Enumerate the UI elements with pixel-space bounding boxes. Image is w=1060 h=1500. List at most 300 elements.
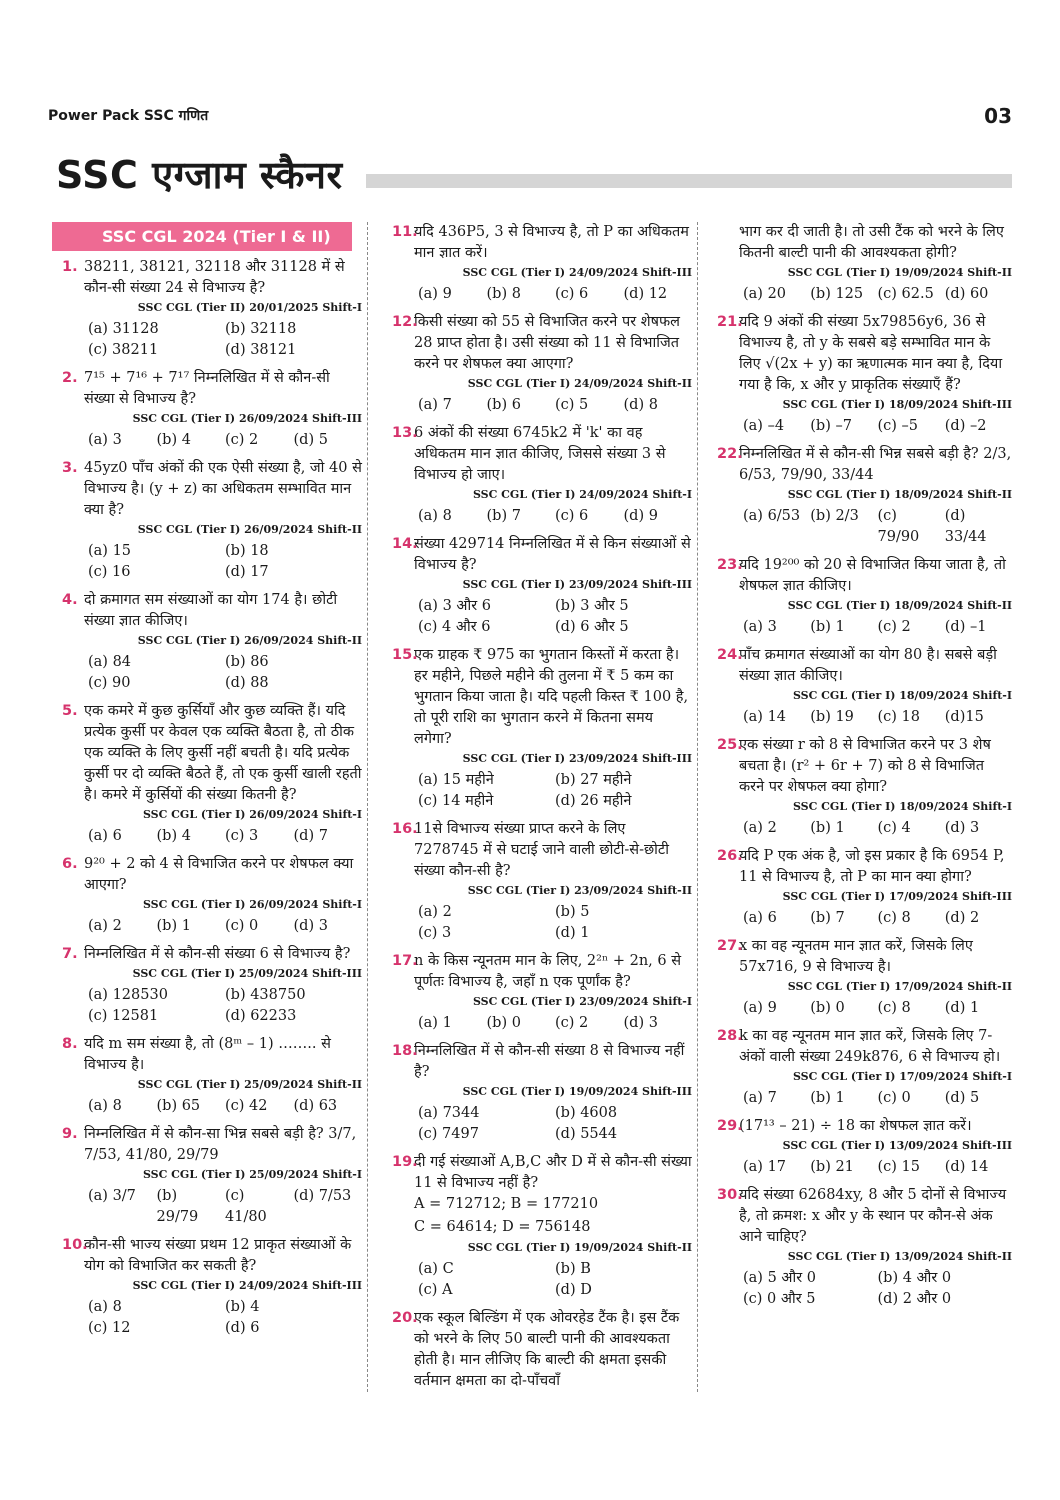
question-number: 30. <box>717 1186 743 1203</box>
question-text: यदि P एक अंक है, जो इस प्रकार है कि 6954 P, 11 से विभाज्य है, तो P का मान क्या होगा? <box>739 847 1005 885</box>
question-source: SSC CGL (Tier I) 17/09/2024 Shift-III <box>782 890 1012 903</box>
question-text: एक संख्या r को 8 से विभाजित करने पर 3 शेष बचता है। (r² + 6r + 7) को 8 से विभाजित करने पर शेषफल क्या होगा? <box>739 736 991 795</box>
question-text-line <box>52 458 362 521</box>
question-source: SSC CGL (Tier I) 24/09/2024 Shift-II <box>467 377 692 391</box>
option: (c) 7497 <box>418 1126 479 1143</box>
question-number: 5. <box>62 703 78 720</box>
option: (c) 12 <box>88 1320 131 1337</box>
options-group <box>52 1186 362 1228</box>
question-number: 15. <box>392 646 418 663</box>
option: (a) 7 <box>418 396 452 413</box>
option: (d) 33/44 <box>944 507 987 545</box>
question-text-line <box>382 1152 692 1194</box>
question-text: यदि 436P5, 3 से विभाज्य है, तो P का अधिकतम मान ज्ञात करें। <box>414 224 689 262</box>
question-source: SSC CGL (Tier I) 17/09/2024 Shift-I <box>792 1069 1012 1083</box>
question-item <box>52 368 362 451</box>
question-text-line <box>707 936 1012 978</box>
option: (a) 9 <box>743 999 777 1016</box>
option: (b) 27 महीने <box>555 772 632 788</box>
options-group <box>52 541 362 583</box>
column-3 <box>707 222 1012 1317</box>
question-source: SSC CGL (Tier I) 25/09/2024 Shift-I <box>142 1168 362 1182</box>
option: (b) 4 <box>156 432 191 449</box>
question-text-line <box>382 819 692 882</box>
option: (b) 1 <box>810 819 845 836</box>
option: (c) 2 <box>555 1015 589 1032</box>
option: (d) 5 <box>293 432 328 449</box>
option: (d) 88 <box>225 675 269 692</box>
question-number: 25. <box>717 736 743 753</box>
question-source: SSC CGL (Tier I) 19/09/2024 Shift-II <box>787 266 1012 280</box>
question-number: 20. <box>392 1310 418 1327</box>
question-text-line <box>707 1116 1012 1137</box>
option: (a) 128530 <box>88 987 168 1004</box>
question-text: भाग कर दी जाती है। तो उसी टैंक को भरने के लिए कितनी बाल्टी पानी की आवश्यकता होगी? <box>739 224 1004 262</box>
question-item <box>707 312 1012 437</box>
options-group <box>52 916 362 937</box>
column-divider <box>697 222 698 1392</box>
column-1 <box>52 222 362 1346</box>
question-source: SSC CGL (Tier I) 18/09/2024 Shift-II <box>787 488 1012 502</box>
question-text-line <box>52 1124 362 1166</box>
question-number: 22. <box>717 446 743 462</box>
option: (d) –2 <box>944 417 987 434</box>
option: (a) 8 <box>88 1098 122 1115</box>
question-text: निम्नलिखित में से कौन-सी भिन्न सबसे बड़ी है? 2/3, 6/53, 79/90, 33/44 <box>739 446 1012 484</box>
option: (a) 31128 <box>88 321 159 338</box>
question-item <box>707 555 1012 638</box>
option: (d) 2 और 0 <box>877 1290 952 1307</box>
question-source: SSC CGL (Tier I) 19/09/2024 Shift-II <box>467 1241 692 1255</box>
option: (a) 15 <box>88 543 132 560</box>
option: (b) 18 <box>225 543 269 560</box>
option: (d) 38121 <box>225 342 297 359</box>
option: (d) 5544 <box>555 1126 618 1143</box>
question-item <box>382 819 692 944</box>
option: (b) –7 <box>810 417 852 434</box>
option: (d) 9 <box>623 507 658 524</box>
option: (c) 41/80 <box>225 1188 267 1226</box>
question-number: 29. <box>717 1117 743 1134</box>
question-item <box>382 222 692 305</box>
options-group <box>382 284 692 305</box>
question-source: SSC CGL (Tier I) 18/09/2024 Shift-I <box>792 800 1012 814</box>
option: (c) 3 <box>225 828 259 845</box>
book-title: Power Pack SSC गणित <box>48 108 209 124</box>
question-source: SSC CGL (Tier I) 24/09/2024 Shift-III <box>462 266 692 280</box>
question-text-line <box>52 854 362 896</box>
option: (b) 2/3 <box>810 507 859 524</box>
options-group <box>382 1013 692 1034</box>
question-text: x का वह न्यूनतम मान ज्ञात करें, जिसके लिए 57x716, 9 से विभाज्य है। <box>739 937 973 975</box>
options-group <box>707 908 1012 929</box>
option: (b) 29/79 <box>156 1188 199 1226</box>
question-text-line <box>382 1041 692 1083</box>
option: (b) 21 <box>810 1158 854 1175</box>
option: (a) 2 <box>743 819 777 836</box>
option: (c) 3 <box>418 925 452 942</box>
question-number: 2. <box>62 370 78 387</box>
question-number: 18. <box>392 1043 418 1060</box>
option: (d) 6 और 5 <box>555 618 629 635</box>
option: (a) 3 और 6 <box>418 597 492 614</box>
option: (d) 2 <box>944 909 980 926</box>
question-source: SSC CGL (Tier I) 26/09/2024 Shift-II <box>137 634 362 648</box>
question-source: SSC CGL (Tier I) 18/09/2024 Shift-III <box>782 398 1012 412</box>
question-item <box>382 1041 692 1145</box>
option: (a) 3 <box>88 432 122 449</box>
option: (d) D <box>555 1282 592 1299</box>
option: (a) 2 <box>88 918 122 935</box>
question-number: 26. <box>717 847 743 864</box>
question-source: SSC CGL (Tier I) 26/09/2024 Shift-III <box>132 412 362 426</box>
option: (d) 14 <box>944 1158 989 1175</box>
option: (a) 8 <box>418 507 452 524</box>
question-number: 12. <box>392 313 418 330</box>
option: (b) 1 <box>156 918 191 935</box>
question-number: 23. <box>717 557 743 573</box>
question-text-line <box>52 368 362 410</box>
question-text: एक कमरे में कुछ कुर्सियाँ और कुछ व्यक्ति हैं। यदि प्रत्येक कुर्सी पर केवल एक व्यक्ति बैठता है, तो ठीक एक व्यक्ति के लिए कुर्सी नहीं बचती है। यदि प्रत्येक कुर्सी पर दो व्यक्ति बैठते हैं, तो एक कुर्सी खाली रहती है। कमरे में कुर्सियों की संख्या कितनी है? <box>84 703 362 804</box>
question-text-line <box>707 645 1012 687</box>
question-text: k का वह न्यूनतम मान ज्ञात करें, जिसके लिए 7-अंकों वाली संख्या 249k876, 6 से विभाज्य हो। <box>739 1027 1001 1065</box>
option: (d) 7/53 <box>293 1188 352 1205</box>
question-item <box>52 1124 362 1228</box>
option: (b) 5 <box>555 904 590 921</box>
page-header <box>48 106 1012 132</box>
question-source: SSC CGL (Tier I) 23/09/2024 Shift-III <box>462 578 692 592</box>
options-group <box>382 596 692 638</box>
question-item <box>382 951 692 1034</box>
question-number: 13. <box>392 424 418 441</box>
question-item <box>382 645 692 812</box>
option: (a) 20 <box>743 285 787 302</box>
options-group <box>382 1259 692 1301</box>
question-text-line <box>52 1235 362 1277</box>
option: (b) 125 <box>810 285 864 302</box>
options-group <box>382 506 692 527</box>
option: (a) 5 और 0 <box>743 1269 817 1286</box>
question-item <box>52 590 362 694</box>
option: (d) 8 <box>623 396 658 413</box>
question-source: SSC CGL (Tier I) 18/09/2024 Shift-II <box>787 599 1012 613</box>
option: (b) B <box>555 1261 591 1278</box>
option: (c) 0 और 5 <box>743 1290 816 1307</box>
option: (d) 7 <box>293 828 328 845</box>
option: (c) –5 <box>877 417 919 434</box>
question-number: 24. <box>717 646 743 663</box>
question-source: SSC CGL (Tier II) 20/01/2025 Shift-I <box>137 301 362 315</box>
option: (a) 6 <box>88 828 122 845</box>
question-item <box>382 423 692 527</box>
option: (b) 438750 <box>225 987 306 1004</box>
options-group <box>382 395 692 416</box>
option: (a) 3 <box>743 618 777 635</box>
question-number: 7. <box>62 946 78 963</box>
option: (a) 6 <box>743 909 777 926</box>
question-number: 14. <box>392 535 418 552</box>
options-group <box>52 985 362 1027</box>
options-group <box>382 902 692 944</box>
option: (c) 12581 <box>88 1008 159 1025</box>
option: (c) 18 <box>877 708 920 725</box>
option: (b) 4 <box>225 1299 260 1316</box>
question-number: 11. <box>392 224 418 240</box>
question-text-line <box>382 312 692 375</box>
option: (d) 6 <box>225 1320 260 1337</box>
option: (a) 15 महीने <box>418 772 494 788</box>
question-text-line <box>707 312 1012 396</box>
option: (d) –1 <box>944 618 987 635</box>
question-item <box>382 1308 692 1392</box>
question-number: 10. <box>62 1237 88 1254</box>
column-2 <box>382 222 692 1399</box>
question-source: SSC CGL (Tier I) 13/09/2024 Shift-III <box>782 1138 1012 1152</box>
question-item <box>707 1185 1012 1310</box>
option: (c) 6 <box>555 507 589 524</box>
option: (c) 38211 <box>88 342 159 359</box>
question-text: 6 अंकों की संख्या 6745k2 में 'k' का वह अधिकतम मान ज्ञात कीजिए, जिससे संख्या 3 से विभाज्य हो जाए। <box>414 424 666 484</box>
option: (b) 4 <box>156 828 191 845</box>
question-item <box>52 257 362 361</box>
question-source: SSC CGL (Tier I) 25/09/2024 Shift-III <box>132 967 362 981</box>
options-group <box>382 770 692 812</box>
section-banner: SSC CGL 2024 (Tier I & II) <box>52 222 352 251</box>
option: (c) 0 <box>877 1089 911 1106</box>
option: (b) 7 <box>810 909 845 926</box>
option: (a) 84 <box>88 654 132 671</box>
question-item <box>52 944 362 1027</box>
question-text-line <box>707 444 1012 486</box>
question-text: निम्नलिखित में से कौन-सा भिन्न सबसे बड़ी है? 3/7, 7/53, 41/80, 29/79 <box>84 1126 357 1164</box>
option: (d) 3 <box>944 819 980 836</box>
option: (c) 42 <box>225 1098 268 1115</box>
options-group <box>707 506 1012 548</box>
question-source: SSC CGL (Tier I) 24/09/2024 Shift-I <box>472 488 692 502</box>
option: (c) 79/90 <box>877 507 920 545</box>
question-text-line <box>382 1308 692 1392</box>
question-source: SSC CGL (Tier I) 25/09/2024 Shift-II <box>137 1078 362 1092</box>
question-text: निम्नलिखित में से कौन-सी संख्या 8 से विभाज्य नहीं है? <box>414 1043 685 1081</box>
options-group <box>52 319 362 361</box>
options-group <box>52 652 362 694</box>
question-source: SSC CGL (Tier I) 23/09/2024 Shift-II <box>467 884 692 898</box>
option: (d) 62233 <box>225 1008 297 1025</box>
options-group <box>707 818 1012 839</box>
option: (a) 2 <box>418 904 452 921</box>
option: (b) 86 <box>225 654 269 671</box>
question-text: कौन-सी भाज्य संख्या प्रथम 12 प्राकृत संख्याओं के योग को विभाजित कर सकती है? <box>84 1237 352 1275</box>
option: (a) –4 <box>743 417 785 434</box>
question-text: यदि 19²⁰⁰ को 20 से विभाजित किया जाता है, तो शेषफल ज्ञात कीजिए। <box>739 557 1006 595</box>
options-group <box>707 707 1012 728</box>
option: (a) 7344 <box>418 1105 480 1121</box>
question-number: 27. <box>717 937 743 954</box>
page-number: 03 <box>984 104 1012 128</box>
option: (d) 3 <box>623 1015 658 1032</box>
question-text-line <box>382 645 692 750</box>
option: (b) 6 <box>486 396 521 413</box>
question-text-line <box>707 222 1012 264</box>
question-source: SSC CGL (Tier I) 23/09/2024 Shift-III <box>462 752 692 766</box>
question-text-line <box>382 534 692 576</box>
question-text-line <box>382 423 692 486</box>
question-text: संख्या 429714 निम्नलिखित में से किन संख्याओं से विभाज्य है? <box>414 535 691 573</box>
question-text: एक ग्राहक ₹ 975 का भुगतान किस्तों में करता है। हर महीने, पिछले महीने की तुलना में ₹ 5 कम का भुगतान किया जाता है। यदि पहली किस्त ₹ 100 है, तो पूरी राशि का भुगतान करने में कितना समय लगेगा? <box>414 646 689 748</box>
option: (b) 65 <box>156 1098 201 1115</box>
question-item <box>52 1034 362 1117</box>
question-text-line <box>707 846 1012 888</box>
question-number: 19. <box>392 1154 418 1171</box>
question-text: किसी संख्या को 55 से विभाजित करने पर शेषफल 28 प्राप्त होता है। उसी संख्या को 11 से विभाजित करने पर शेषफल क्या आएगा? <box>414 313 680 373</box>
option: (b) 3 और 5 <box>555 597 629 614</box>
options-group <box>707 1157 1012 1178</box>
question-text-line <box>707 555 1012 597</box>
option: (c) 14 महीने <box>418 793 494 810</box>
options-group <box>707 998 1012 1019</box>
question-item <box>707 444 1012 548</box>
question-text: एक स्कूल बिल्डिंग में एक ओवरहेड टैंक है। इस टैंक को भरने के लिए 50 बाल्टी पानी की आवश्यकता होती है। मान लीजिए कि बाल्टी की क्षमता इसकी वर्तमान क्षमता का दो-पाँचवाँ <box>414 1310 680 1390</box>
title-divider-bar <box>366 174 1012 188</box>
question-number: 21. <box>717 313 743 330</box>
option: (a) 1 <box>418 1015 452 1032</box>
question-text: 11से विभाज्य संख्या प्राप्त करने के लिए 7278745 में से घटाई जाने वाली छोटी-से-छोटी संख्या कौन-सी है? <box>414 821 669 880</box>
question-data-line: C = 64614; D = 756148 <box>414 1219 591 1236</box>
option: (d) 1 <box>944 999 980 1016</box>
options-group <box>707 1088 1012 1109</box>
page-title: SSC एग्जाम स्कैनर <box>56 153 343 197</box>
title-row <box>56 150 1012 200</box>
question-text: 7¹⁵ + 7¹⁶ + 7¹⁷ निम्नलिखित में से कौन-सी संख्या से विभाज्य है? <box>84 370 330 408</box>
question-text: n के किस न्यूनतम मान के लिए, 2²ⁿ + 2n, 6 से पूर्णतः विभाज्य है, जहाँ n एक पूर्णांक है? <box>414 953 682 991</box>
option: (b) 0 <box>486 1015 521 1032</box>
question-text-line <box>707 735 1012 798</box>
question-source: SSC CGL (Tier I) 26/09/2024 Shift-I <box>142 808 362 822</box>
question-source: SSC CGL (Tier I) 24/09/2024 Shift-III <box>132 1279 362 1293</box>
question-number: 3. <box>62 460 78 477</box>
question-item <box>707 936 1012 1019</box>
option: (a) 8 <box>88 1299 122 1316</box>
question-text-line <box>382 222 692 264</box>
options-group <box>707 284 1012 305</box>
question-number: 28. <box>717 1027 743 1044</box>
question-text-line <box>52 701 362 806</box>
options-group <box>707 1268 1012 1310</box>
question-number: 9. <box>62 1126 78 1143</box>
question-text: (17¹³ – 21) ÷ 18 का शेषफल ज्ञात करें। <box>739 1117 972 1134</box>
option: (d) 3 <box>293 918 328 935</box>
question-item <box>707 645 1012 728</box>
question-source: SSC CGL (Tier I) 17/09/2024 Shift-II <box>787 979 1012 993</box>
option: (b) 32118 <box>225 321 297 338</box>
question-text: 45yz0 पाँच अंकों की एक ऐसी संख्या है, जो 40 से विभाज्य है। (y + z) का अधिकतम सम्भावित मान क्या है? <box>84 460 362 519</box>
option: (b) 4 और 0 <box>877 1269 952 1286</box>
question-number: 16. <box>392 821 418 838</box>
option: (a) 6/53 <box>743 507 801 524</box>
option: (b) 0 <box>810 999 845 1016</box>
question-text: यदि 9 अंकों की संख्या 5x79856y6, 36 से विभाज्य है, तो y के सबसे बड़े सम्भावित मान के लिए √(2x + y) का ऋणात्मक मान क्या है, दिया गया है कि, x और y प्राकृतिक संख्याएँ हैं? <box>739 313 1003 394</box>
question-item <box>52 458 362 583</box>
option: (c) 8 <box>877 909 911 926</box>
question-number: 1. <box>62 259 78 276</box>
option: (c) A <box>418 1282 453 1299</box>
option: (a) 9 <box>418 285 452 302</box>
options-group <box>382 1103 692 1145</box>
option: (c) 8 <box>877 999 911 1016</box>
option: (c) 0 <box>225 918 259 935</box>
question-source: SSC CGL (Tier I) 26/09/2024 Shift-II <box>137 523 362 537</box>
question-item <box>382 534 692 638</box>
question-text: दो क्रमागत सम संख्याओं का योग 174 है। छोटी संख्या ज्ञात कीजिए। <box>84 592 338 630</box>
option: (c) 62.5 <box>877 285 934 302</box>
option: (c) 90 <box>88 675 131 692</box>
option: (d) 63 <box>293 1098 338 1115</box>
option: (c) 6 <box>555 285 589 302</box>
option: (b) 8 <box>486 285 521 302</box>
option: (c) 2 <box>877 618 911 635</box>
question-number: 17. <box>392 953 418 970</box>
options-group <box>52 1297 362 1339</box>
question-text-line <box>707 1026 1012 1068</box>
question-item <box>707 222 1012 305</box>
option: (b) 1 <box>810 1089 845 1106</box>
question-item <box>52 854 362 937</box>
column-divider <box>367 222 368 1392</box>
option: (d) 1 <box>555 925 590 942</box>
option: (c) 2 <box>225 432 259 449</box>
option: (b) 19 <box>810 708 854 725</box>
option: (b) 4608 <box>555 1105 618 1121</box>
option: (c) 4 <box>877 819 911 836</box>
question-number: 8. <box>62 1036 78 1053</box>
question-source: SSC CGL (Tier I) 26/09/2024 Shift-I <box>142 898 362 912</box>
option: (d)15 <box>944 708 984 725</box>
options-group <box>707 416 1012 437</box>
option: (d) 12 <box>623 285 668 302</box>
option: (a) C <box>418 1261 454 1278</box>
question-source: SSC CGL (Tier I) 18/09/2024 Shift-I <box>792 689 1012 703</box>
question-data-line: A = 712712; B = 177210 <box>414 1196 599 1213</box>
question-text: दी गई संख्याओं A,B,C और D में से कौन-सी संख्या 11 से विभाज्य नहीं है? <box>414 1154 692 1192</box>
question-text-line <box>52 944 362 965</box>
options-group <box>52 826 362 847</box>
options-group <box>707 617 1012 638</box>
option: (c) 4 और 6 <box>418 618 491 635</box>
option: (b) 7 <box>486 507 521 524</box>
question-item <box>382 312 692 416</box>
question-item <box>707 735 1012 839</box>
option: (d) 60 <box>944 285 989 302</box>
option: (c) 15 <box>877 1158 920 1175</box>
question-text-line <box>707 1185 1012 1248</box>
question-item <box>707 846 1012 929</box>
question-item <box>52 1235 362 1339</box>
question-text: यदि संख्या 62684xy, 8 और 5 दोनों से विभाज्य है, तो क्रमश: x और y के स्थान पर कौन-से अंक आने चाहिए? <box>739 1186 1007 1245</box>
question-text: यदि m सम संख्या है, तो (8ᵐ – 1) …….. से विभाज्य है। <box>84 1036 331 1074</box>
option: (a) 7 <box>743 1089 777 1106</box>
question-text-line <box>52 1034 362 1076</box>
option: (d) 5 <box>944 1089 980 1106</box>
option: (c) 16 <box>88 564 131 581</box>
question-item <box>707 1026 1012 1109</box>
option: (c) 5 <box>555 396 589 413</box>
question-text-line <box>52 257 362 299</box>
option: (d) 17 <box>225 564 269 581</box>
option: (d) 26 महीने <box>555 793 632 810</box>
question-item <box>52 701 362 847</box>
options-group <box>52 430 362 451</box>
question-text: 9²⁰ + 2 को 4 से विभाजित करने पर शेषफल क्या आएगा? <box>84 856 354 894</box>
